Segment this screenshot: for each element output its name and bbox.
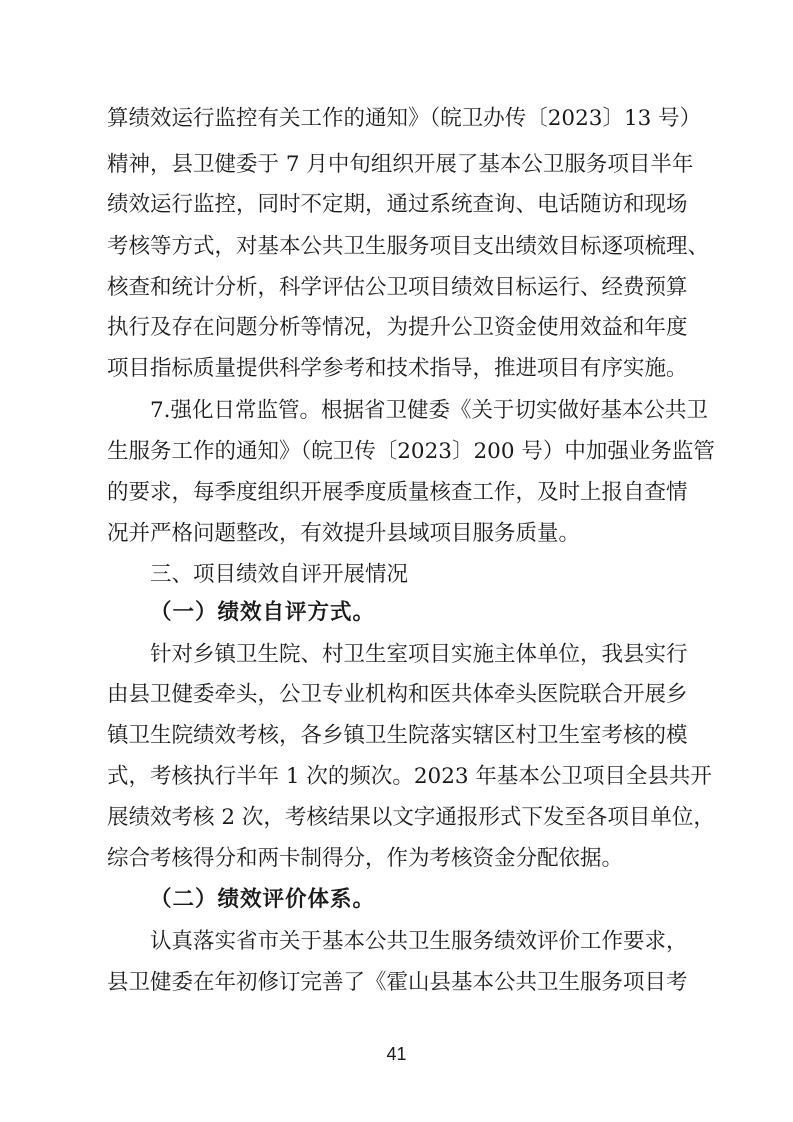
subsection-heading: （一）绩效自评方式。 (150, 600, 376, 625)
paragraph-line: 的要求，每季度组织开展季度质量核查工作，及时上报自查情 (107, 480, 688, 505)
paragraph-line: 式，考核执行半年 1 次的频次。2023 年基本公卫项目全县共开 (107, 764, 712, 789)
paragraph-line: 镇卫生院绩效考核，各乡镇卫生院落实辖区村卫生室考核的模 (107, 723, 688, 748)
paragraph-line: 认真落实省市关于基本公共卫生服务绩效评价工作要求， (150, 929, 688, 954)
page-number: 41 (386, 1044, 407, 1064)
subsection-heading: （二）绩效评价体系。 (150, 887, 376, 912)
paragraph-line: 执行及存在问题分析等情况，为提升公卫资金使用效益和年度 (107, 315, 688, 340)
paragraph-line: 7.强化日常监管。根据省卫健委《关于切实做好基本公共卫 (150, 398, 709, 423)
paragraph-line: 生服务工作的通知》（皖卫传〔2023〕200 号）中加强业务监管 (107, 439, 715, 464)
paragraph-line: 县卫健委在年初修订完善了《霍山县基本公共卫生服务项目考 (107, 970, 688, 995)
paragraph-line: 针对乡镇卫生院、村卫生室项目实施主体单位，我县实行 (150, 642, 688, 667)
paragraph-line: 况并严格问题整改，有效提升县域项目服务质量。 (107, 521, 581, 546)
paragraph-line: 综合考核得分和两卡制得分，作为考核资金分配依据。 (107, 846, 624, 871)
paragraph-line: 精神，县卫健委于 7 月中旬组织开展了基本公卫服务项目半年 (107, 152, 694, 177)
paragraph-line: 考核等方式，对基本公共卫生服务项目支出绩效目标逐项梳理、 (107, 234, 710, 259)
section-heading: 三、项目绩效自评开展情况 (150, 562, 409, 587)
paragraph-line: 算绩效运行监控有关工作的通知》（皖卫办传〔2023〕13 号） (107, 106, 702, 131)
paragraph-line: 核查和统计分析，科学评估公卫项目绩效目标运行、经费预算 (107, 275, 688, 300)
paragraph-line: 由县卫健委牵头，公卫专业机构和医共体牵头医院联合开展乡 (107, 682, 688, 707)
paragraph-line: 项目指标质量提供科学参考和技术指导，推进项目有序实施。 (107, 356, 688, 381)
paragraph-line: 展绩效考核 2 次，考核结果以文字通报形式下发至各项目单位， (107, 805, 715, 830)
paragraph-line: 绩效运行监控，同时不定期，通过系统查询、电话随访和现场 (107, 192, 688, 217)
